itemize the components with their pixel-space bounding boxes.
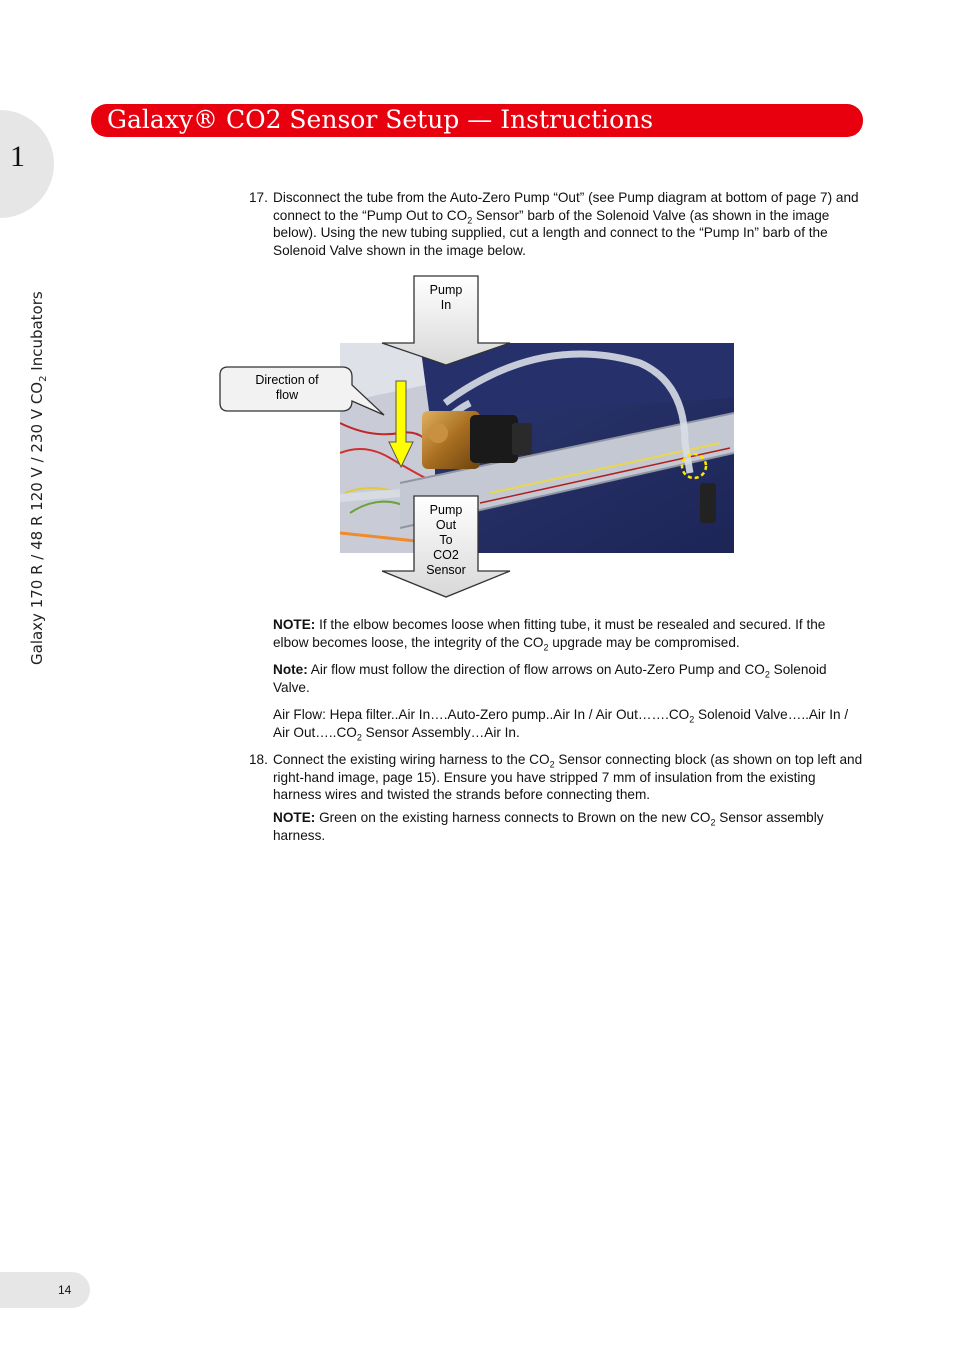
page-title: Galaxy® CO2 Sensor Setup — Instructions	[107, 105, 654, 134]
pump-out-line4: CO2	[433, 548, 459, 562]
pump-in-label	[414, 283, 478, 313]
note-elbow	[273, 616, 863, 651]
page-number-tab	[0, 1272, 90, 1308]
step-17-text	[273, 189, 863, 259]
solenoid-valve-figure	[218, 275, 738, 600]
step-18-text-b: Sensor connecting block (as shown on top left and right-hand image, page 15). Ensure you have stripped 7 mm of insulation from the existing harness wires and twisted the strands before connecting them.	[273, 752, 863, 803]
step-17-text-b: Sensor” barb of the Solenoid Valve (as shown in the image below). Using the new tubing supplied, cut a length and connect to the “Pump In” barb of the Solenoid Valve shown in the image below.	[273, 207, 830, 258]
step-17-sub: 2	[467, 215, 473, 226]
note-harness-label: NOTE:	[273, 810, 316, 825]
note-airflow-text-a: Air flow must follow the direction of flow arrows on Auto-Zero Pump and CO	[307, 662, 765, 677]
page-number: 14	[58, 1283, 72, 1297]
step-18-text	[273, 751, 863, 804]
note-elbow-label: NOTE:	[273, 617, 316, 632]
airflow-text-b: Solenoid Valve…..Air In / Air Out…..CO	[273, 707, 849, 740]
step-17-number: 17.	[249, 190, 268, 205]
step-18-sub: 2	[549, 759, 555, 770]
direction-line1: Direction of	[255, 373, 319, 387]
note-harness-sub: 2	[710, 817, 716, 828]
note-airflow-sub: 2	[764, 669, 770, 680]
step-18-number: 18.	[249, 752, 268, 767]
pump-out-line3: To	[439, 533, 453, 547]
note-airflow-direction	[273, 661, 863, 696]
title-bar	[91, 104, 863, 137]
side-title-sub: 2	[38, 375, 49, 382]
pump-in-line2: In	[440, 298, 452, 312]
side-product-title	[28, 291, 49, 665]
step-18-text-a: Connect the existing wiring harness to the CO	[273, 752, 550, 767]
airflow-text-c: Sensor Assembly…Air In.	[361, 724, 520, 740]
yellow-flow-arrow	[388, 380, 414, 468]
airflow-path	[273, 706, 863, 741]
pump-in-line1: Pump	[429, 283, 463, 297]
direction-label	[232, 373, 342, 403]
step-17-text-a: Disconnect the tube from the Auto-Zero Pump “Out” (see Pump diagram at bottom of page 7) and connect to the “Pump Out to CO	[273, 190, 859, 223]
note-elbow-sub: 2	[543, 642, 549, 653]
pump-out-label	[414, 503, 478, 578]
chapter-number: 1	[10, 140, 25, 173]
pump-out-line1: Pump	[429, 503, 463, 517]
note-airflow-text-b: Solenoid Valve.	[273, 662, 827, 695]
note-elbow-text-b: upgrade may be compromised.	[548, 634, 740, 650]
note-airflow-label: Note:	[273, 662, 308, 677]
step-18	[249, 751, 863, 804]
side-title-prefix: Galaxy 170 R / 48 R 120 V / 230 V CO	[28, 381, 46, 665]
pump-out-line5: Sensor	[426, 563, 466, 577]
note-harness-text-b: Sensor assembly harness.	[273, 810, 824, 843]
step-17	[249, 189, 863, 259]
airflow-sub-2: 2	[356, 732, 362, 743]
side-title-suffix: Incubators	[28, 291, 46, 376]
note-harness	[273, 809, 863, 844]
direction-line2: flow	[275, 388, 299, 402]
airflow-sub-1: 2	[689, 714, 695, 725]
pump-out-line2: Out	[435, 518, 457, 532]
note-elbow-text-a: If the elbow becomes loose when fitting tube, it must be resealed and secured. If the elbow becomes loose, the integrity of the CO	[273, 617, 826, 650]
note-harness-text-a: Green on the existing harness connects to Brown on the new CO	[315, 810, 711, 825]
airflow-text-a: Air Flow: Hepa filter..Air In….Auto-Zero pump..Air In / Air Out…….CO	[273, 707, 690, 722]
chapter-tab	[0, 110, 54, 218]
